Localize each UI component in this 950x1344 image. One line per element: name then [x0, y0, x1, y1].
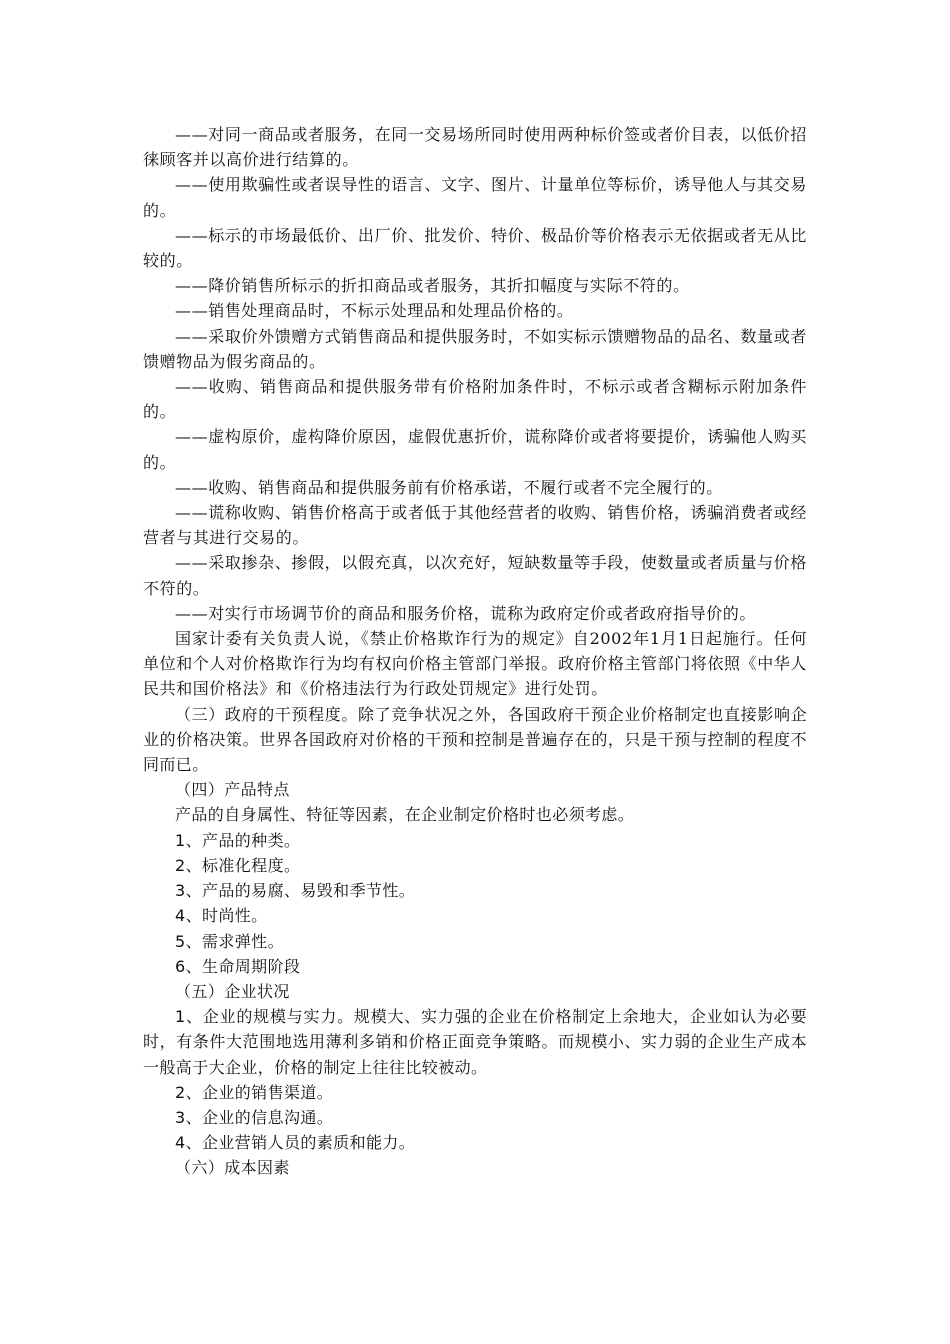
paragraph-deception-1: ——对同一商品或者服务，在同一交易场所同时使用两种标价签或者价目表，以低价招徕顾客并以高价进行结算的。: [143, 125, 807, 170]
paragraph-product-intro: 产品的自身属性、特征等因素，在企业制定价格时也必须考虑。: [175, 805, 635, 825]
list-item-product-6: 6、生命周期阶段: [175, 956, 301, 976]
paragraph-deception-6: ——采取价外馈赠方式销售商品和提供服务时，不如实标示馈赠物品的品名、数量或者馈赠物品为假劣商品的。: [143, 326, 807, 371]
paragraph-deception-2: ——使用欺骗性或者误导性的语言、文字、图片、计量单位等标价，诱导他人与其交易的。: [143, 175, 807, 220]
list-item-product-3: 3、产品的易腐、易毁和季节性。: [175, 881, 416, 901]
list-item-company-3: 3、企业的信息沟通。: [175, 1107, 334, 1127]
list-item-product-2: 2、标准化程度。: [175, 855, 301, 875]
list-item-product-5: 5、需求弹性。: [175, 931, 284, 951]
paragraph-deception-7: ——收购、销售商品和提供服务带有价格附加条件时，不标示或者含糊标示附加条件的。: [143, 377, 807, 422]
paragraph-regulation-note: 国家计委有关负责人说，《禁止价格欺诈行为的规定》自2002年1月1日起施行。任何单位和个人对价格欺诈行为均有权向价格主管部门举报。政府价格主管部门将依照《中华人民共和国价格法》和《价格违法行为行政处罚规定》进行处罚。: [143, 629, 808, 699]
paragraph-deception-11: ——采取掺杂、掺假，以假充真，以次充好，短缺数量等手段，使数量或者质量与价格不符的。: [143, 553, 807, 598]
list-item-company-2: 2、企业的销售渠道。: [175, 1082, 334, 1102]
paragraph-government-intervention: （三）政府的干预程度。除了竞争状况之外，各国政府干预企业价格制定也直接影响企业的价格决策。世界各国政府对价格的干预和控制是普遍存在的，只是干预与控制的程度不同而已。: [143, 704, 807, 775]
paragraph-deception-3: ——标示的市场最低价、出厂价、批发价、特价、极品价等价格表示无依据或者无从比较的。: [143, 225, 807, 271]
list-item-company-4: 4、企业营销人员的素质和能力。: [175, 1133, 416, 1153]
list-item-product-4: 4、时尚性。: [175, 906, 268, 926]
paragraph-deception-10: ——谎称收购、销售价格高于或者低于其他经营者的收购、销售价格，诱骗消费者或经营者与其进行交易的。: [143, 503, 807, 548]
paragraph-deception-12: ——对实行市场调节价的商品和服务价格，谎称为政府定价或者政府指导价的。: [175, 603, 757, 623]
heading-product-features: （四）产品特点: [175, 780, 290, 800]
list-item-product-1: 1、产品的种类。: [175, 830, 301, 850]
paragraph-deception-5: ——销售处理商品时，不标示处理品和处理品价格的。: [175, 301, 574, 321]
heading-company-status: （五）企业状况: [175, 981, 290, 1001]
paragraph-deception-8: ——虚构原价，虚构降价原因，虚假优惠折价，谎称降价或者将要提价，诱骗他人购买的。: [143, 427, 807, 472]
paragraph-deception-9: ——收购、销售商品和提供服务前有价格承诺，不履行或者不完全履行的。: [175, 477, 723, 497]
heading-cost-factors: （六）成本因素: [175, 1158, 290, 1178]
paragraph-deception-4: ——降价销售所标示的折扣商品或者服务，其折扣幅度与实际不符的。: [175, 276, 690, 296]
list-item-company-1: 1、企业的规模与实力。规模大、实力强的企业在价格制定上余地大，企业如认为必要时，有条件大范围地选用薄利多销和价格正面竞争策略。而规模小、实力弱的企业生产成本一般高于大企业，价格的制定上往往比较被动。: [143, 1007, 807, 1077]
